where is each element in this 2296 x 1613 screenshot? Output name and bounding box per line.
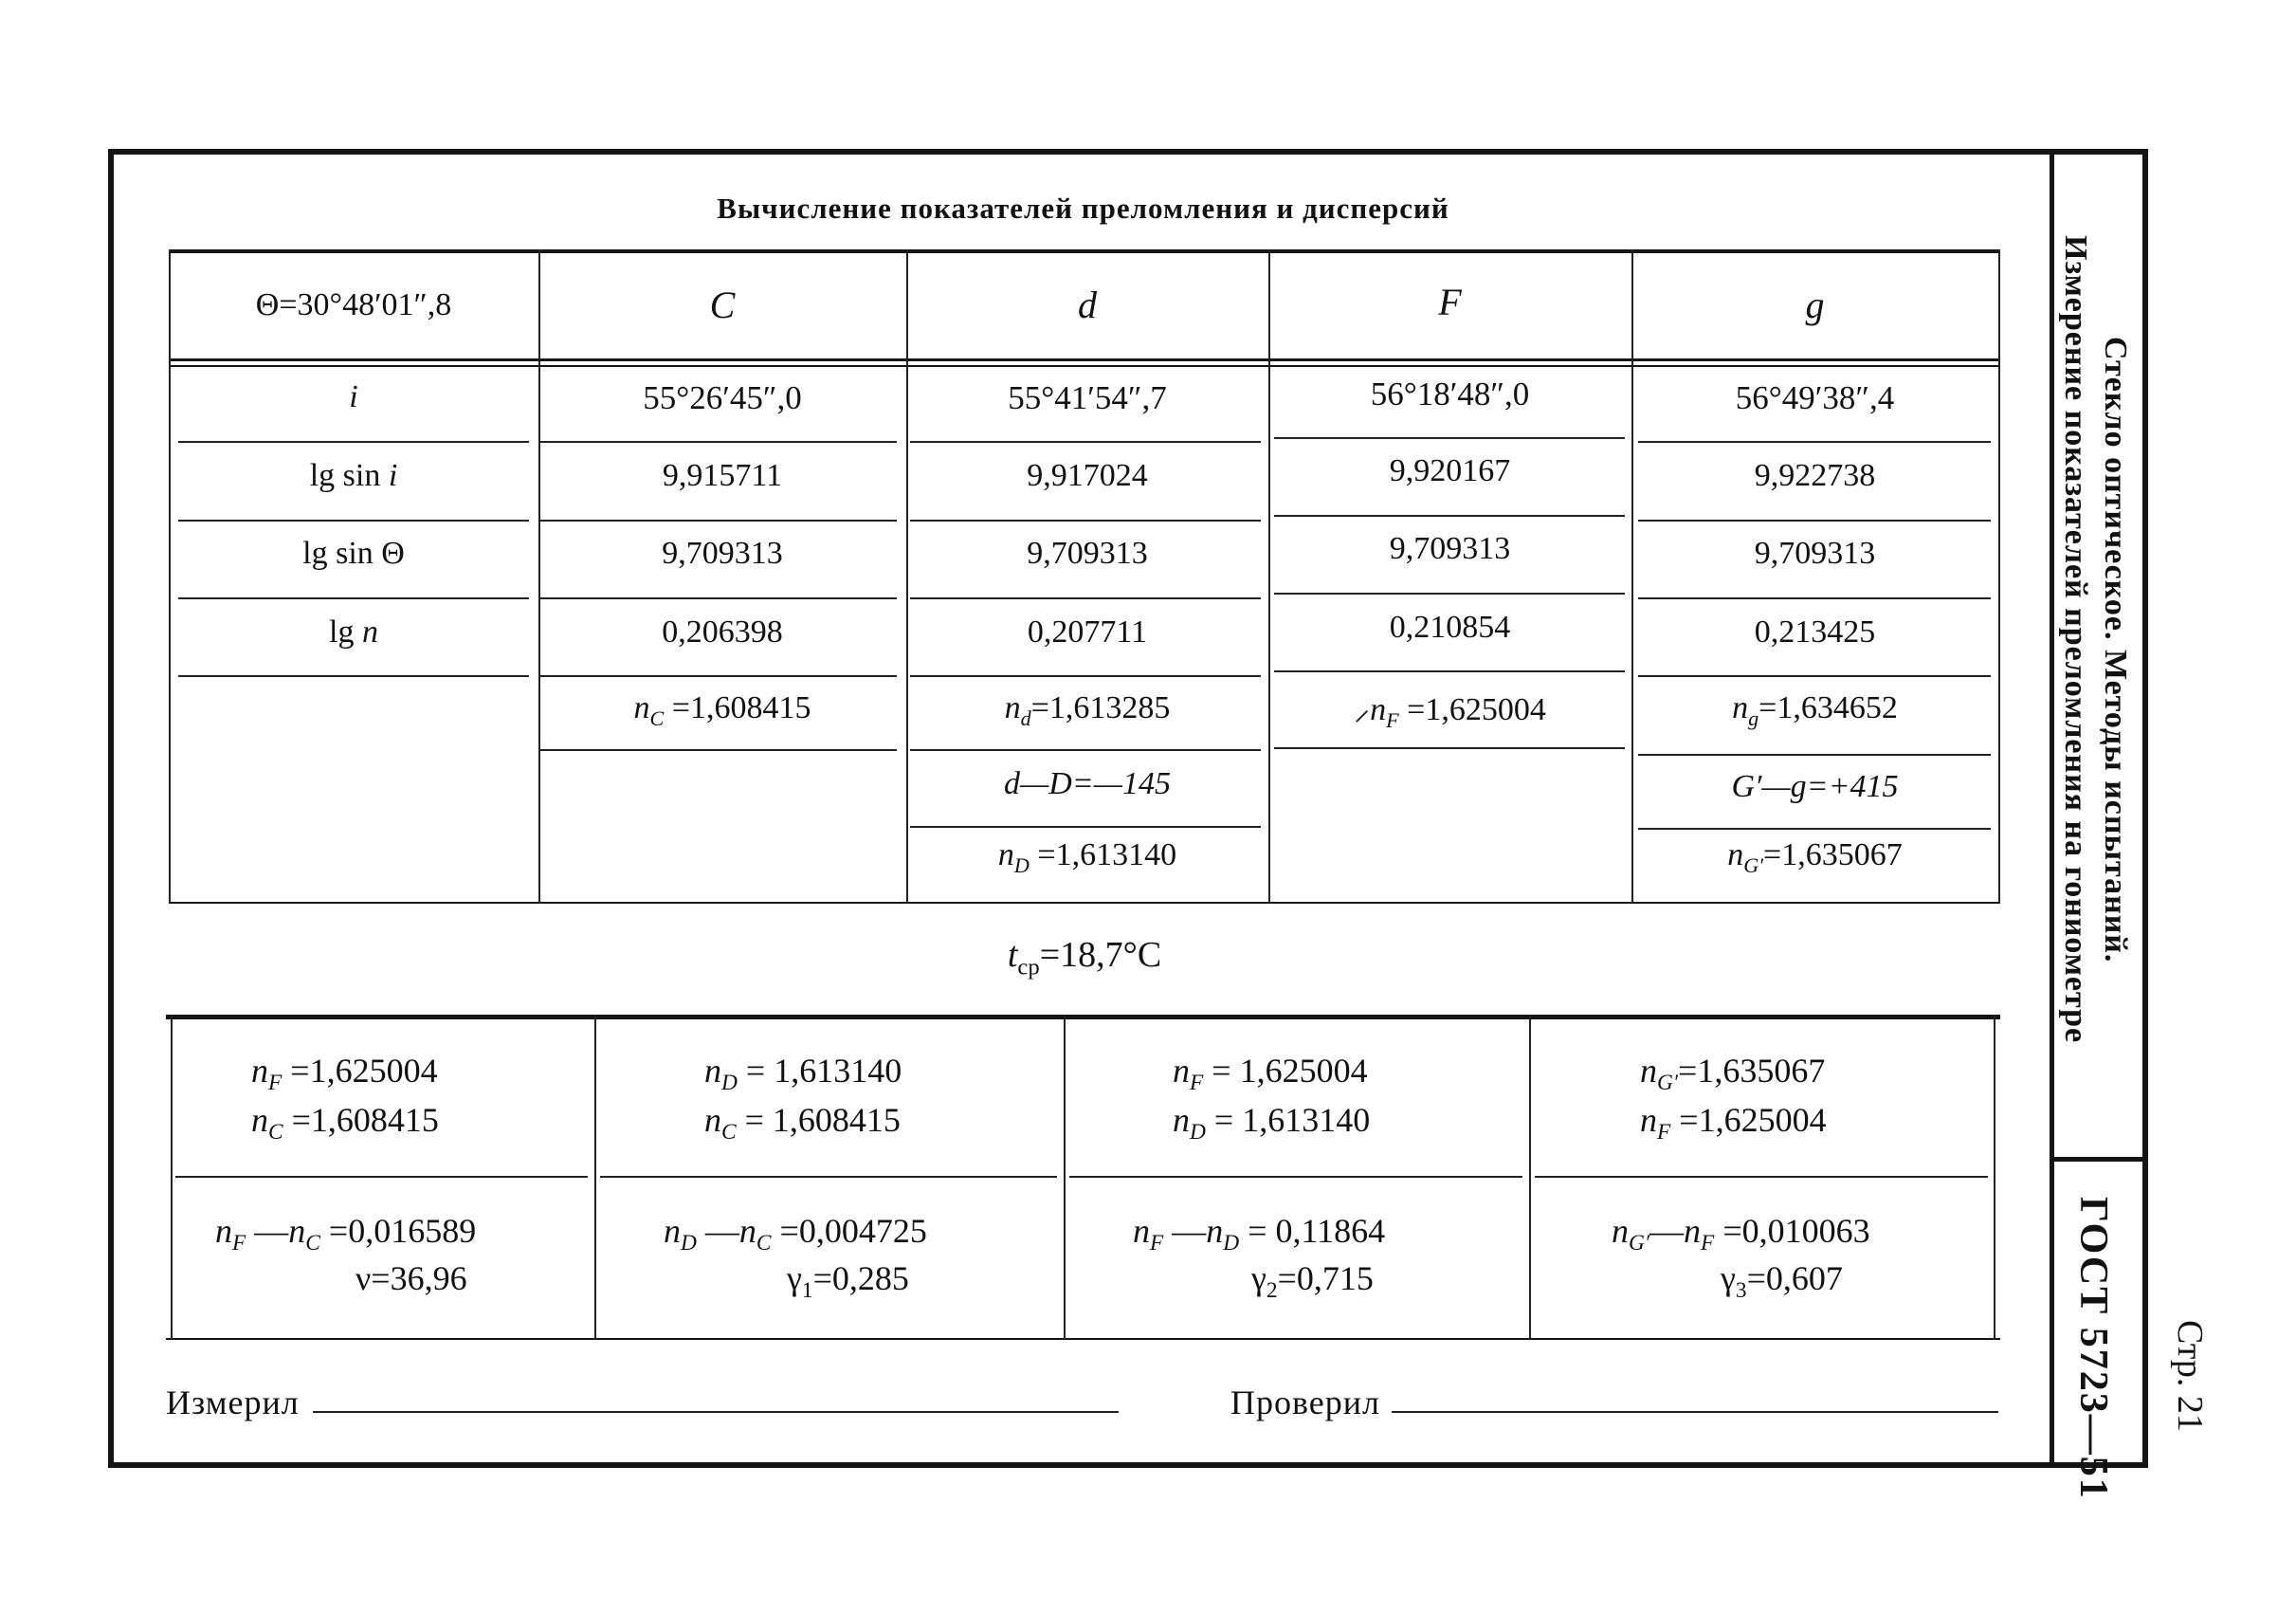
block2-a: $n_D = 1,613140$ (704, 1052, 902, 1096)
block1-a: $n_F =1,625004$ (251, 1052, 438, 1096)
sidebar-separator (2053, 1157, 2148, 1162)
sidebar-subtitle: Измерение показателей преломления на гониометре (2058, 235, 2093, 1044)
col-header-C: C (709, 284, 736, 326)
table-top-rule (169, 249, 2000, 253)
col-header-g: g (1805, 284, 1825, 326)
checked-by-label: Проверил (1230, 1384, 1380, 1421)
cell-lgsintheta-d: 9,709313 (1027, 536, 1148, 571)
cell-ng: $n_g=1,634652$ (1732, 690, 1898, 730)
table-bottom-rule (169, 902, 2000, 904)
cell-nG: $n_{G'}=1,635067$ (1727, 837, 1903, 877)
cell-nF: $⸝n_F =1,625004$ (1354, 692, 1546, 732)
block2-b: $n_C = 1,608415$ (704, 1101, 901, 1146)
cell-i-F: 56°18′48″,0 (1370, 376, 1530, 412)
block4-b: $n_F =1,625004$ (1640, 1101, 1827, 1146)
cell-i-C: 55°26′45″,0 (643, 379, 802, 416)
cell-nC: $n_C =1,608415$ (633, 690, 811, 730)
block1-b: $n_C =1,608415$ (251, 1101, 439, 1146)
block4-a: $n_{G'}=1,635067$ (1640, 1052, 1826, 1096)
cell-lgn-C: 0,206398 (662, 614, 783, 650)
col-header-F: F (1438, 281, 1462, 323)
average-temperature: $t_{ср}=18,7^\circ C$ (1007, 935, 1162, 981)
cell-lgn-F: 0,210854 (1389, 610, 1511, 645)
cell-lgsini-C: 9,915711 (662, 458, 783, 493)
cell-i-g: 56°49′38″,4 (1735, 379, 1895, 416)
block1-diff: $n_F$ $—n_C =0,016589$ (215, 1212, 477, 1256)
checked-by-line[interactable] (1392, 1411, 1998, 1413)
page-number: Стр. 21 (2170, 1320, 2210, 1432)
block2-diff: $n_D$ $—n_C =0,004725$ (664, 1212, 927, 1256)
block4-diff: $n_{G'}—n_F =0,010063$ (1612, 1212, 1870, 1256)
cell-i-d: 55°41′54″,7 (1008, 379, 1167, 416)
block3-gamma: $\gamma_2=0,715$ (1251, 1259, 1374, 1304)
cell-nd: $n_d=1,613285$ (1004, 690, 1171, 730)
sidebar-title: Стекло оптическое. Методы испытаний. (2098, 337, 2133, 963)
row-label-i: i (349, 379, 358, 414)
block3-b: $n_D = 1,613140$ (1173, 1101, 1371, 1146)
table-title: Вычисление показателей преломления и дисперсий (717, 192, 1449, 225)
table2-top-rule (166, 1015, 2000, 1019)
cell-lgsintheta-F: 9,709313 (1389, 531, 1511, 566)
block3-diff: $n_F$ $—n_D = 0,11864$ (1133, 1212, 1386, 1256)
header-rule (169, 358, 2000, 361)
refraction-table (169, 249, 2000, 904)
row-label-lg-sin-theta: lg sin Θ (302, 536, 405, 571)
dispersion-table (166, 1015, 2000, 1340)
block1-abbe: ν=36,96 (355, 1259, 467, 1297)
header-rule-2 (169, 365, 2000, 367)
row-label-lg-sin-i: lg sin i (309, 458, 398, 493)
cell-lgsintheta-g: 9,709313 (1754, 536, 1876, 571)
measured-by-label: Измерил (166, 1384, 300, 1421)
cell-lgn-g: 0,213425 (1754, 614, 1876, 650)
block3-a: $n_F = 1,625004$ (1173, 1052, 1368, 1096)
cell-G-g: G′—g=+415 (1731, 769, 1899, 804)
cell-nD: $n_D =1,613140$ (997, 837, 1177, 877)
gost-number: ГОСТ 5723—51 (2071, 1197, 2115, 1500)
row-label-lg-n: lg n (329, 614, 378, 650)
cell-lgsintheta-C: 9,709313 (662, 536, 783, 571)
block4-gamma: $\gamma_3=0,607$ (1721, 1259, 1843, 1304)
cell-lgn-d: 0,207711 (1027, 614, 1148, 650)
table2-bottom-rule (166, 1338, 2000, 1340)
col-header-d: d (1078, 284, 1097, 326)
cell-d-D: d—D=—145 (1004, 766, 1171, 801)
cell-lgsini-d: 9,917024 (1027, 458, 1148, 493)
sidebar-divider (2050, 149, 2054, 1468)
measured-by-line[interactable] (313, 1411, 1119, 1413)
cell-lgsini-g: 9,922738 (1754, 458, 1876, 493)
theta-cell: Θ=30°48′01″,8 (255, 287, 452, 322)
block2-gamma: $\gamma_1=0,285$ (787, 1259, 909, 1304)
cell-lgsini-F: 9,920167 (1389, 453, 1511, 488)
